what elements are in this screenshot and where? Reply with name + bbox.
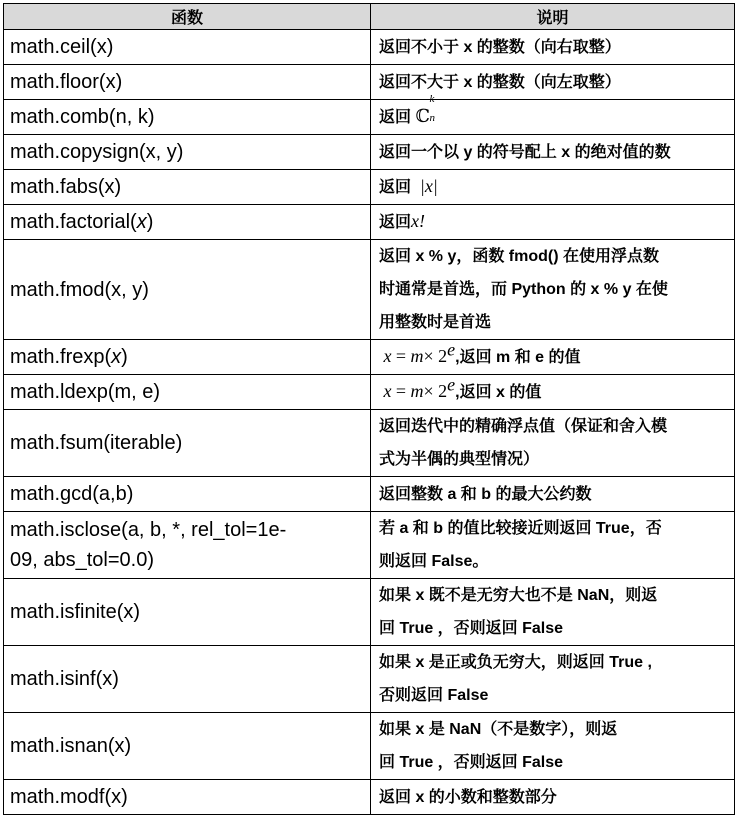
desc-line: 如果 x 既不是无穷大也不是 NaN，则返	[379, 587, 658, 604]
desc-line: 回 True ，否则返回 False	[379, 620, 564, 637]
function-description	[371, 205, 735, 240]
desc-line: 回 True ，否则返回 False	[379, 754, 564, 771]
desc-line: 用整数时是首选	[379, 314, 492, 331]
function-description	[371, 170, 735, 205]
function-name: math.frexp(x)	[4, 340, 371, 375]
table-row	[4, 135, 735, 170]
function-description	[371, 713, 735, 780]
frexp-formula: x = m× 2e	[383, 339, 456, 366]
table-row	[4, 205, 735, 240]
formula-sub: n	[429, 111, 435, 124]
ldexp-formula: x = m× 2e	[383, 374, 456, 401]
desc-line: 返回迭代中的精确浮点值（保证和舍入模	[379, 418, 668, 435]
function-description	[371, 240, 735, 340]
desc-line: 则返回 False。	[379, 553, 489, 570]
function-description: 返回整数 a 和 b 的最大公约数	[371, 477, 735, 512]
function-name: math.isnan(x)	[4, 713, 371, 780]
function-name: math.copysign(x, y)	[4, 135, 371, 170]
table-row	[4, 170, 735, 205]
function-description	[371, 646, 735, 713]
function-name: math.isinf(x)	[4, 646, 371, 713]
desc-line: 如果 x 是 NaN（不是数字），则返	[379, 721, 618, 738]
desc-text: ,返回 m 和 e 的值	[455, 349, 581, 366]
function-description: 返回不小于 x 的整数（向右取整）	[371, 30, 735, 65]
function-description: 返回 x 的小数和整数部分	[371, 780, 735, 815]
fn-line: 09, abs_tol=0.0)	[10, 549, 154, 571]
function-description	[371, 340, 735, 375]
function-name: math.fmod(x, y)	[4, 240, 371, 340]
table-row	[4, 512, 735, 579]
function-description	[371, 579, 735, 646]
desc-line: 若 a 和 b 的值比较接近则返回 True，否	[379, 520, 662, 537]
table-row	[4, 65, 735, 100]
header-function: 函数	[4, 4, 371, 30]
formula-sup: k	[429, 92, 435, 105]
desc-text: 返回	[379, 214, 412, 231]
desc-text: ,返回 x 的值	[455, 384, 542, 401]
function-description: 返回一个以 y 的符号配上 x 的绝对值的数	[371, 135, 735, 170]
desc-line: 如果 x 是正或负无穷大，则返回 True ,	[379, 654, 652, 671]
function-description	[371, 375, 735, 410]
function-description	[371, 410, 735, 477]
fn-line: math.isclose(a, b, *, rel_tol=1e-	[10, 519, 287, 541]
desc-text: 返回	[379, 179, 412, 196]
factorial-formula: x!	[411, 211, 425, 231]
table-row	[4, 579, 735, 646]
function-name: math.modf(x)	[4, 780, 371, 815]
table-row	[4, 410, 735, 477]
table-row	[4, 646, 735, 713]
function-name	[4, 512, 371, 579]
combination-formula	[415, 92, 445, 127]
header-row	[4, 4, 735, 30]
function-name: math.isfinite(x)	[4, 579, 371, 646]
function-name: math.comb(n, k)	[4, 100, 371, 135]
desc-line: 式为半偶的典型情况）	[379, 451, 540, 468]
desc-text: 返回	[379, 108, 412, 126]
desc-line: 否则返回 False	[379, 687, 489, 704]
table-row	[4, 375, 735, 410]
math-functions-table	[3, 3, 735, 815]
function-name: math.fabs(x)	[4, 170, 371, 205]
desc-line: 时通常是首选，而 Python 的 x % y 在使	[379, 281, 668, 298]
function-name: math.ldexp(m, e)	[4, 375, 371, 410]
function-description: 返回不大于 x 的整数（向左取整）	[371, 65, 735, 100]
table-row	[4, 240, 735, 340]
table-row	[4, 713, 735, 780]
function-name: math.gcd(a,b)	[4, 477, 371, 512]
table-row	[4, 100, 735, 135]
header-description: 说明	[371, 4, 735, 30]
desc-line: 返回 x % y，函数 fmod() 在使用浮点数	[379, 248, 660, 265]
table-row	[4, 477, 735, 512]
function-description	[371, 512, 735, 579]
function-description	[371, 92, 735, 135]
table-row	[4, 340, 735, 375]
table-row	[4, 30, 735, 65]
function-name: math.floor(x)	[4, 65, 371, 100]
table-row	[4, 780, 735, 815]
function-name: math.ceil(x)	[4, 30, 371, 65]
abs-formula: |x|	[419, 176, 438, 196]
function-name: math.fsum(iterable)	[4, 410, 371, 477]
double-struck-c: ℂ	[415, 105, 430, 127]
function-name: math.factorial(x)	[4, 205, 371, 240]
